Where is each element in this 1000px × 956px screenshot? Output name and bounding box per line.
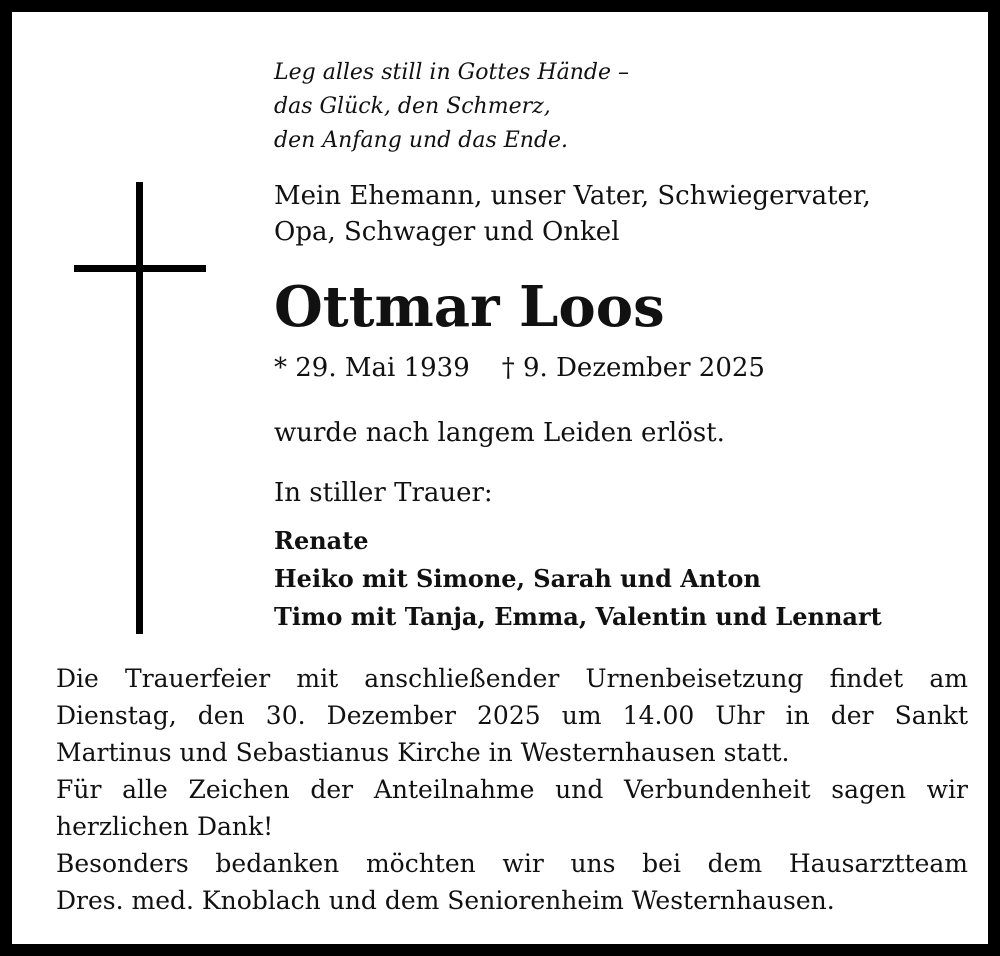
mourners-list: [274, 522, 882, 636]
relationship-intro: [274, 178, 871, 250]
cross-icon-horizontal: [74, 265, 206, 272]
thanks-line: herzlichen Dank!: [56, 812, 274, 841]
special-thanks-line: Dres. med. Knoblach und dem Seniorenheim Westernhausen.: [56, 886, 835, 915]
motto-line: das Glück, den Schmerz,: [274, 94, 551, 119]
deceased-name: Ottmar Loos: [274, 274, 665, 340]
motto-line: Leg alles still in Gottes Hände –: [274, 60, 629, 85]
mourner-item: Timo mit Tanja, Emma, Valentin und Lennart: [274, 602, 882, 631]
birth-date: * 29. Mai 1939: [274, 353, 470, 383]
special-thanks-line: Besonders bedanken möchten wir uns bei dem Hausarztteam: [56, 849, 968, 878]
cross-icon-vertical: [136, 182, 143, 634]
mourner-item: Heiko mit Simone, Sarah und Anton: [274, 564, 761, 593]
funeral-line: Dienstag, den 30. Dezember 2025 um 14.00 Uhr in der Sankt: [56, 701, 968, 730]
intro-line: Opa, Schwager und Onkel: [274, 217, 620, 247]
mourner-item: Renate: [274, 526, 369, 555]
life-dates: [274, 349, 765, 387]
intro-line: Mein Ehemann, unser Vater, Schwiegervater,: [274, 181, 871, 211]
mourning-label: In stiller Trauer:: [274, 478, 493, 508]
death-date: † 9. Dezember 2025: [501, 353, 765, 383]
announcement-text: [56, 660, 968, 919]
motto-line: den Anfang und das Ende.: [274, 128, 569, 153]
funeral-line: Die Trauerfeier mit anschließender Urnenbeisetzung findet am: [56, 664, 968, 693]
released-text: wurde nach langem Leiden erlöst.: [274, 418, 725, 448]
funeral-line: Martinus und Sebastianus Kirche in Westernhausen statt.: [56, 738, 790, 767]
motto-verse: [274, 56, 629, 158]
thanks-line: Für alle Zeichen der Anteilnahme und Verbundenheit sagen wir: [56, 775, 968, 804]
